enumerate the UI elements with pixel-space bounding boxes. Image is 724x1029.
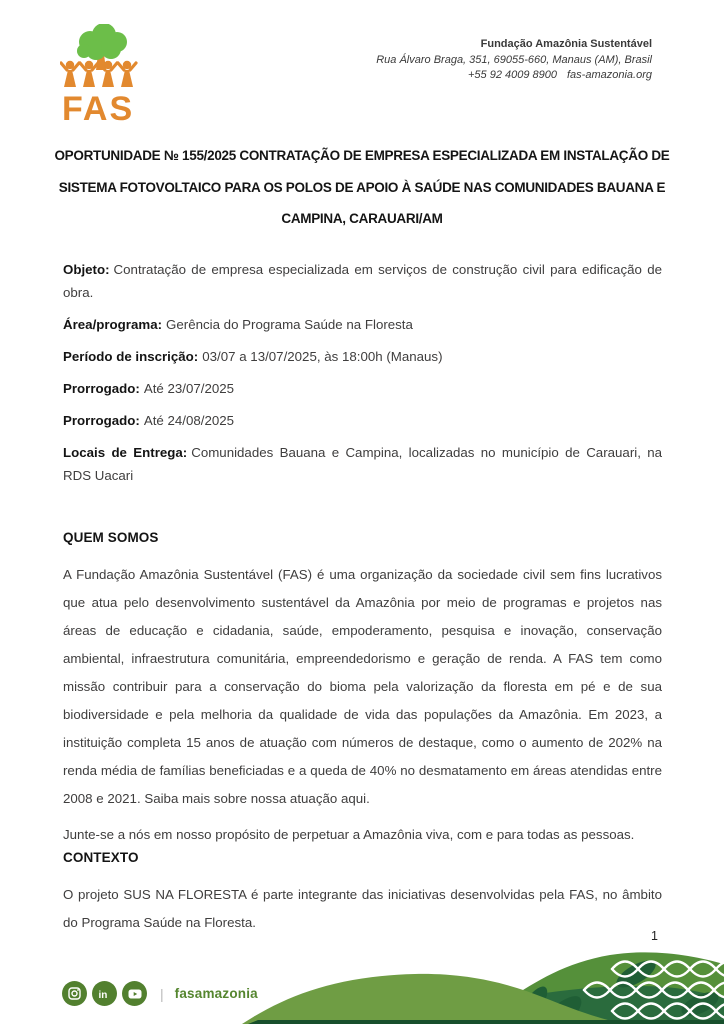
- detail-label: Locais de Entrega:: [63, 445, 188, 460]
- youtube-button[interactable]: [122, 981, 147, 1006]
- contexto-paragraph: O projeto SUS NA FLORESTA é parte integrante das iniciativas desenvolvidas pela FAS, no âmbito do Programa Saúde na Floresta.: [63, 887, 662, 930]
- linkedin-button[interactable]: [92, 981, 117, 1006]
- header-address-block: [376, 37, 652, 84]
- svg-text:in: in: [98, 990, 108, 1000]
- quem-somos-text: A Fundação Amazônia Sustentável (FAS) é uma organização da sociedade civil sem fins lucrativos que atua pelo desenvolvimento sustentável da Amazônia por meio de programas e projetos nas áreas de educação e cidadania, saúde, empoderamento, pesquisa e inovação, conservação ambiental, infraestrutura comunitária, empreendedorismo e geração de renda. A FAS tem como missão contribuir para a conservação do bioma pela valorização da floresta em pé e de sua biodiversidade e pela melhoria da qualidade de vida das populações da Amazônia. Em 2023, a instituição completa 15 anos de atuação com números de destaque, como o aumento de 202% na renda média de famílias beneficiadas e a queda de 40% no desmatamento em áreas atendidas entre 2008 e 2021. Saiba mais sobre nossa atuação: [63, 567, 662, 806]
- fas-logo: [60, 24, 156, 124]
- detail-label: Período de inscrição:: [63, 349, 199, 364]
- join-us-paragraph: Junte-se a nós em nosso propósito de perpetuar a Amazônia viva, com e para todas as pessoas.: [63, 827, 635, 842]
- detail-value: Contratação de empresa especializada em serviços de construção civil para edificação de obra.: [63, 262, 662, 300]
- section-quem-somos: [63, 526, 662, 849]
- detail-value: Gerência do Programa Saúde na Floresta: [166, 317, 413, 332]
- detail-row-locais: [63, 441, 662, 487]
- detail-row-periodo: [63, 345, 662, 368]
- org-name: Fundação Amazônia Sustentável: [480, 38, 652, 50]
- detail-row-objeto: [63, 258, 662, 304]
- detail-row-prorrogado-1: [63, 377, 662, 400]
- svg-text:FAS: FAS: [62, 90, 135, 124]
- divider: |: [160, 985, 164, 1002]
- green-hills-illustration: [0, 924, 724, 1024]
- contact-line: [376, 68, 652, 84]
- social-bar: [62, 981, 258, 1006]
- detail-label: Área/programa:: [63, 317, 163, 332]
- detail-value: Até 24/08/2025: [143, 413, 235, 428]
- detail-label: Prorrogado:: [63, 413, 140, 428]
- detail-label: Objeto:: [63, 262, 110, 277]
- title-line-1: OPORTUNIDADE № 155/2025 CONTRATAÇÃO DE EMPRESA ESPECIALIZADA EM INSTALAÇÃO DE: [54, 148, 670, 163]
- quem-somos-text-end: .: [366, 791, 370, 806]
- linkedin-icon: [98, 987, 111, 1000]
- youtube-icon: [128, 988, 142, 1000]
- title-line-2: SISTEMA FOTOVOLTAICO PARA OS POLOS DE APOIO À SAÚDE NAS COMUNIDADES BAUANA E: [58, 179, 666, 195]
- detail-row-area: [63, 313, 662, 336]
- tree-people-icon: [60, 24, 156, 124]
- quem-somos-heading: QUEM SOMOS: [63, 530, 159, 545]
- title-line-3: CAMPINA, CARAUARI/AM: [281, 211, 443, 226]
- footer-wave-art: [0, 924, 724, 1024]
- social-handle[interactable]: fasamazonia: [174, 986, 258, 1001]
- detail-value: Até 23/07/2025: [143, 381, 235, 396]
- detail-value: 03/07 a 13/07/2025, às 18:00h (Manaus): [202, 349, 443, 364]
- document-title: [0, 140, 724, 235]
- detail-row-prorrogado-2: [63, 409, 662, 432]
- website-link[interactable]: fas-amazonia.org: [567, 69, 652, 81]
- instagram-icon: [68, 987, 81, 1000]
- address-line: Rua Álvaro Braga, 351, 69055-660, Manaus (AM), Brasil: [376, 53, 652, 66]
- page-number: 1: [651, 929, 658, 943]
- contexto-heading: CONTEXTO: [63, 850, 139, 865]
- opportunity-details: [63, 258, 662, 496]
- detail-value: Comunidades Bauana e Campina, localizadas no município de Carauari, na RDS Uacari: [63, 445, 662, 483]
- aqui-link[interactable]: aqui: [340, 791, 367, 806]
- detail-label: Prorrogado:: [63, 381, 140, 396]
- instagram-button[interactable]: [62, 981, 87, 1006]
- phone-number: +55 92 4009 8900: [467, 69, 557, 81]
- quem-somos-paragraph: [63, 561, 662, 813]
